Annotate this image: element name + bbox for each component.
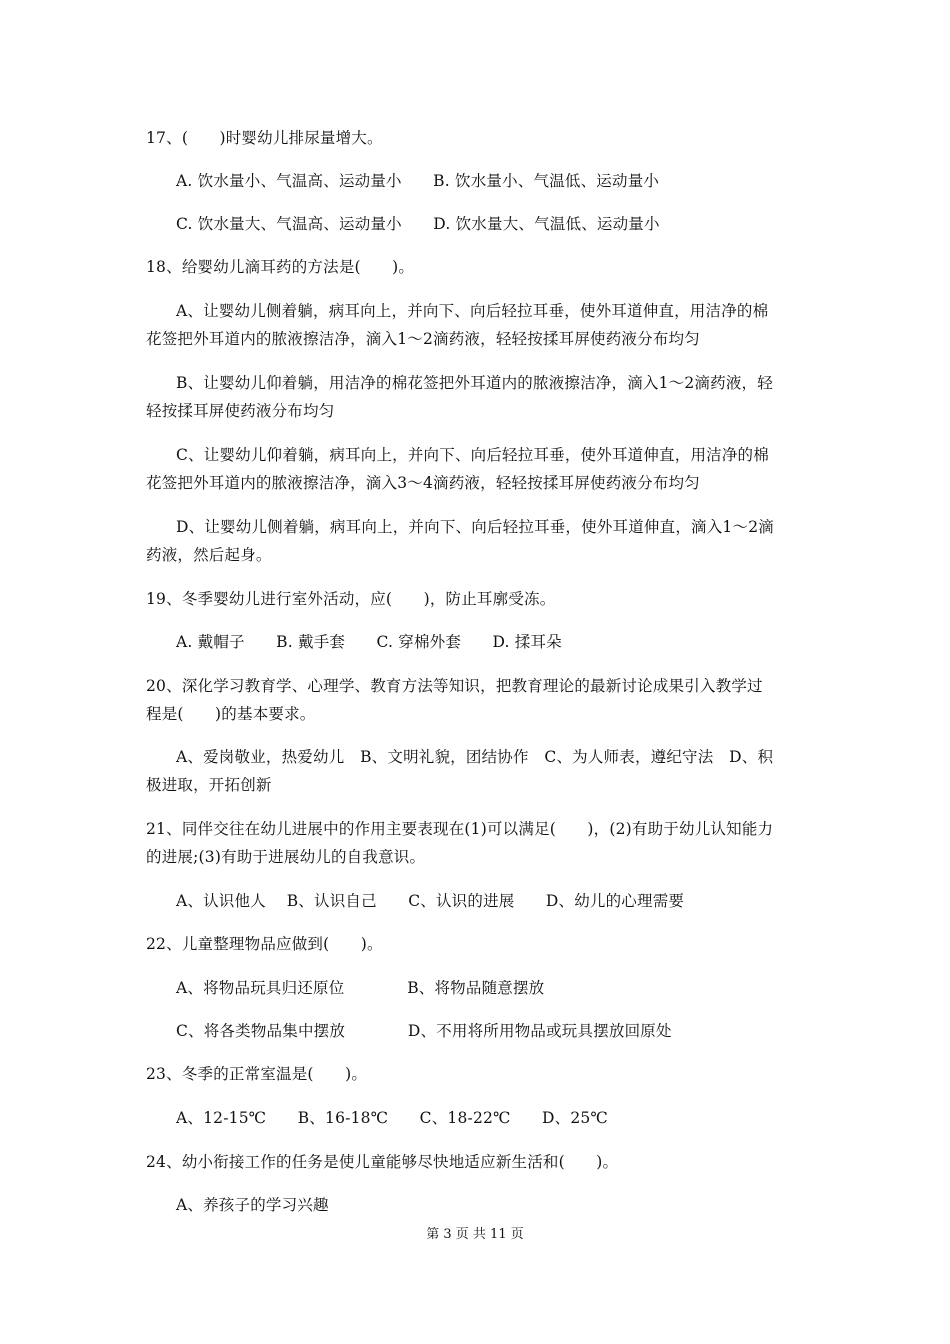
page-number-footer: 第 3 页 共 11 页 — [426, 1227, 524, 1242]
question-18-option-d-cont: 药液，然后起身。 — [146, 546, 272, 564]
question-21-stem: 21、同伴交往在幼儿进展中的作用主要表现在(1)可以满足( )，(2)有助于幼儿认知能力 — [146, 820, 774, 838]
question-21-options: A、认识他人 B、认识自己 C、认识的进展 D、幼儿的心理需要 — [176, 892, 685, 910]
question-18-stem: 18、给婴幼儿滴耳药的方法是( )。 — [146, 258, 415, 276]
question-20-options-cont: 极进取，开拓创新 — [146, 776, 272, 794]
question-21-stem-cont: 的进展;(3)有助于进展幼儿的自我意识。 — [146, 848, 426, 866]
question-24-stem: 24、幼小衔接工作的任务是使儿童能够尽快地适应新生活和( )。 — [146, 1153, 619, 1171]
question-18-option-c: C、让婴幼儿仰着躺，病耳向上，并向下、向后轻拉耳垂，使外耳道伸直，用洁净的棉 — [176, 446, 769, 464]
question-20-stem-cont: 程是( )的基本要求。 — [146, 705, 316, 723]
question-17-options-cd: C. 饮水量大、气温高、运动量小 D. 饮水量大、气温低、运动量小 — [176, 215, 660, 233]
question-24-option-a: A、养孩子的学习兴趣 — [176, 1196, 329, 1214]
question-18-option-d: D、让婴幼儿侧着躺，病耳向上，并向下、向后轻拉耳垂，使外耳道伸直，滴入1～2滴 — [176, 518, 774, 536]
question-22-options-cd: C、将各类物品集中摆放 D、不用将所用物品或玩具摆放回原处 — [176, 1022, 672, 1040]
question-18-option-b-cont: 轻按揉耳屏使药液分布均匀 — [146, 402, 335, 420]
question-18-option-a-cont: 花签把外耳道内的脓液擦洁净，滴入1～2滴药液，轻轻按揉耳屏使药液分布均匀 — [146, 330, 700, 348]
question-23-stem: 23、冬季的正常室温是( )。 — [146, 1065, 368, 1083]
question-22-stem: 22、儿童整理物品应做到( )。 — [146, 935, 383, 953]
question-17-options-ab: A. 饮水量小、气温高、运动量小 B. 饮水量小、气温低、运动量小 — [176, 172, 660, 190]
question-20-options: A、爱岗敬业，热爱幼儿 B、文明礼貌，团结协作 C、为人师表，遵纪守法 D、积 — [176, 748, 774, 766]
question-19-stem: 19、冬季婴幼儿进行室外活动，应( )，防止耳廓受冻。 — [146, 590, 556, 608]
question-17-stem: 17、( )时婴幼儿排尿量增大。 — [146, 129, 383, 147]
question-18-option-a: A、让婴幼儿侧着躺，病耳向上，并向下、向后轻拉耳垂，使外耳道伸直，用洁净的棉 — [176, 302, 769, 320]
question-19-options: A. 戴帽子 B. 戴手套 C. 穿棉外套 D. 揉耳朵 — [176, 633, 562, 651]
question-23-options: A、12-15℃ B、16-18℃ C、18-22℃ D、25℃ — [176, 1109, 609, 1127]
question-20-stem: 20、深化学习教育学、心理学、教育方法等知识，把教育理论的最新讨论成果引入教学过 — [146, 677, 763, 695]
question-18-option-c-cont: 花签把外耳道内的脓液擦洁净，滴入3～4滴药液，轻轻按揉耳屏使药液分布均匀 — [146, 474, 700, 492]
question-18-option-b: B、让婴幼儿仰着躺，用洁净的棉花签把外耳道内的脓液擦洁净，滴入1～2滴药液，轻 — [176, 374, 773, 392]
question-22-options-ab: A、将物品玩具归还原位 B、将物品随意摆放 — [176, 979, 545, 997]
